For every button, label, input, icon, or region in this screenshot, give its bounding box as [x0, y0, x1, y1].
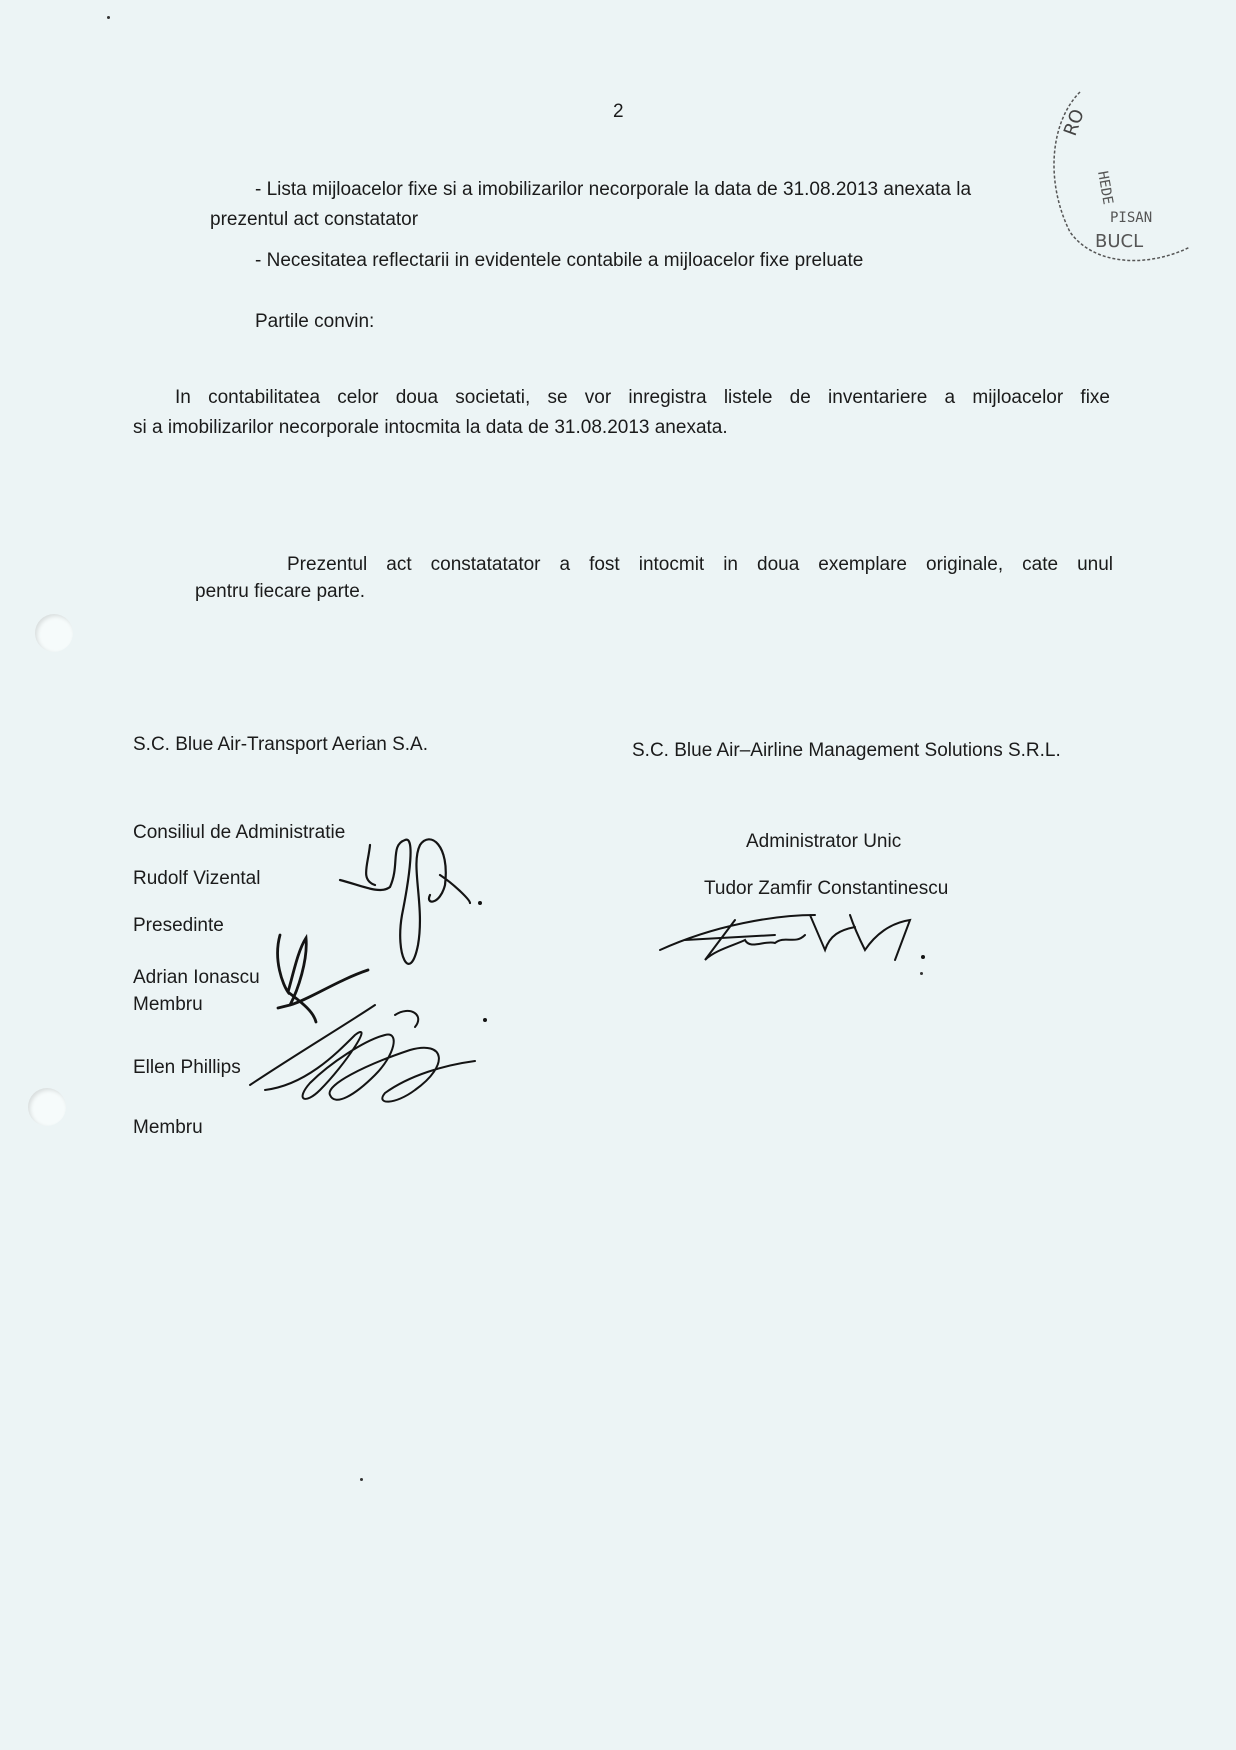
member-role: Presedinte	[133, 915, 224, 936]
company-stamp	[1040, 82, 1200, 272]
member-role: Membru	[133, 1117, 203, 1138]
punch-hole	[28, 1088, 66, 1126]
member-name: Ellen Phillips	[133, 1057, 241, 1078]
left-company-name: S.C. Blue Air-Transport Aerian S.A.	[133, 734, 428, 755]
punch-hole	[35, 614, 73, 652]
svg-text:PISAN: PISAN	[1110, 210, 1153, 226]
signature-ellen-phillips	[235, 995, 505, 1115]
svg-text:HEDE: HEDE	[1094, 169, 1116, 206]
scan-speck	[107, 16, 110, 19]
paragraph-1-line-2: si a imobilizarilor necorporale intocmita la data de 31.08.2013 anexata.	[133, 417, 728, 438]
svg-text:BUCL: BUCL	[1095, 231, 1144, 252]
right-company-name: S.C. Blue Air–Airline Management Solutions S.R.L.	[632, 740, 1061, 761]
list-item: - Lista mijloacelor fixe si a imobilizarilor necorporale la data de 31.08.2013 anexata la	[255, 179, 972, 200]
member-name: Rudolf Vizental	[133, 868, 261, 889]
scan-speck	[360, 1478, 363, 1481]
administrator-name: Tudor Zamfir Constantinescu	[704, 878, 949, 899]
member-role: Membru	[133, 994, 203, 1015]
list-item: prezentul act constatator	[210, 209, 419, 230]
board-title: Consiliul de Administratie	[133, 822, 346, 843]
list-item: - Necesitatea reflectarii in evidentele contabile a mijloacelor fixe preluate	[255, 250, 864, 271]
paragraph-2-line-2: pentru fiecare parte.	[195, 581, 366, 602]
member-name: Adrian Ionascu	[133, 967, 260, 988]
paragraph-2-line-1: Prezentul act constatatator a fost intocmit in doua exemplare originale, cate unul	[287, 554, 1113, 575]
paragraph-1-line-1: In contabilitatea celor doua societati, se vor inregistra listele de inventariere a mijloacelor fixe	[175, 387, 1110, 408]
signature-tudor-zamfir-constantinescu	[655, 905, 935, 965]
page-number: 2	[613, 101, 624, 122]
svg-text:RO: RO	[1059, 106, 1089, 139]
section-heading: Partile convin:	[255, 311, 375, 332]
administrator-title: Administrator Unic	[746, 831, 902, 852]
scan-speck	[920, 972, 923, 975]
